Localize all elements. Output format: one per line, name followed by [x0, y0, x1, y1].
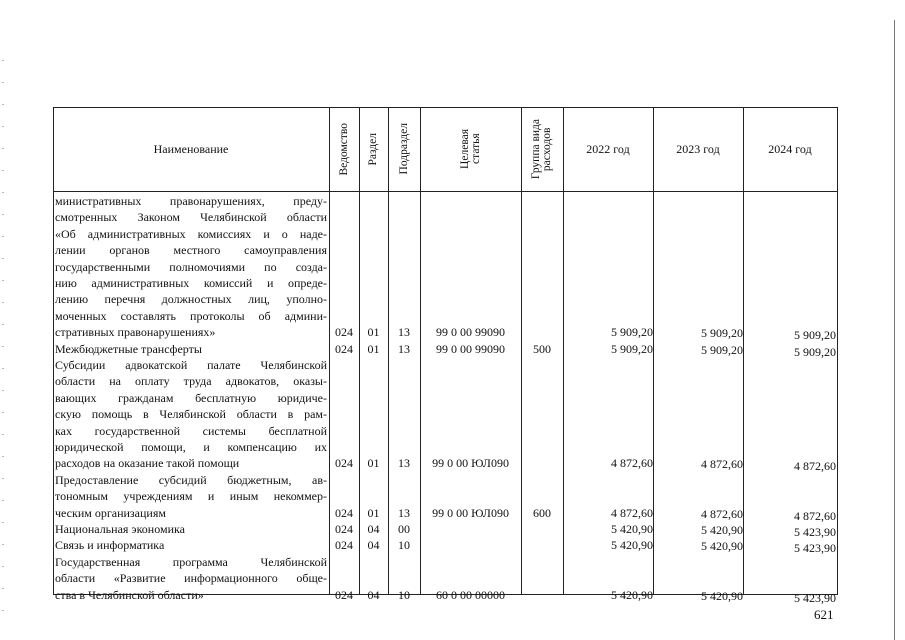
row-name	[55, 521, 327, 537]
row-name-line: области на оплату труда адвокатов, оказы-	[55, 374, 327, 389]
row-name-line: «Об административных комиссиях и о наде-	[55, 226, 327, 241]
scan-right-edge	[894, 20, 895, 640]
row-2023: 5 420,90	[701, 523, 743, 537]
row-celevaya: 60 0 00 00000	[436, 587, 505, 602]
header-razdel	[359, 107, 388, 191]
header-podrazdel	[388, 107, 420, 191]
col-border	[837, 107, 838, 595]
row-celevaya: 99 0 00 ЮЛ090	[432, 456, 509, 471]
row-razdel: 04	[367, 587, 380, 602]
row-name-line: Предоставление субсидий бюджетным, ав-	[55, 472, 327, 487]
row-podrazdel: 10	[398, 587, 410, 602]
row-name-line: лении органов местного самоуправления	[55, 243, 327, 258]
header-2024-label: 2024 год	[768, 142, 812, 156]
row-celevaya: 99 0 00 99090	[436, 325, 505, 340]
row-name-line: ческим организациям	[55, 505, 166, 520]
row-podrazdel: 10	[398, 538, 410, 553]
row-name-line: министративных правонарушениях, преду-	[55, 194, 327, 208]
scan-edge-marks	[2, 60, 4, 620]
header-2022	[563, 107, 653, 191]
header-name-label: Наименование	[153, 142, 229, 156]
row-name-line: государственными полномочиями по созда-	[55, 259, 327, 274]
header-name	[53, 107, 329, 191]
row-name-line: стративных правонарушениях»	[55, 325, 216, 340]
row-name-line: юридической помощи, и компенсацию их	[55, 439, 327, 454]
row-2022: 5 909,20	[611, 341, 653, 356]
header-2022-label: 2022 год	[586, 142, 630, 156]
row-vedomstvo: 024	[335, 587, 353, 602]
row-name-line: вающих гражданам бесплатную юридиче-	[55, 390, 327, 405]
row-name-line: тономным учреждениям и иным некоммер-	[55, 489, 327, 504]
row-2023: 5 909,20	[701, 342, 743, 357]
row-name	[55, 554, 327, 603]
row-name	[55, 341, 327, 357]
row-vedomstvo: 024	[335, 522, 353, 536]
row-2024: 4 872,60	[794, 508, 836, 523]
row-2023: 5 909,20	[701, 326, 743, 341]
row-2022: 5 909,20	[611, 325, 653, 340]
row-name	[55, 193, 327, 341]
row-name-line: ках государственной системы бесплатной	[55, 423, 327, 438]
row-2024: 5 909,20	[794, 328, 836, 343]
row-podrazdel: 13	[398, 456, 410, 471]
row-2022: 4 872,60	[611, 456, 653, 471]
row-vedomstvo: 024	[335, 456, 353, 471]
row-2024: 5 423,90	[794, 525, 836, 539]
row-name-line: Государственная программа Челябинской	[55, 554, 327, 569]
header-bottom-border	[53, 191, 838, 192]
row-podrazdel: 13	[398, 325, 410, 340]
row-podrazdel: 00	[398, 522, 410, 536]
row-vedomstvo: 024	[335, 325, 353, 340]
row-celevaya: 99 0 00 99090	[436, 341, 505, 356]
row-2023: 5 420,90	[701, 588, 743, 603]
row-name-line: скую помощь в Челябинской области в рам-	[55, 407, 327, 422]
row-2022: 5 420,90	[611, 522, 653, 536]
row-name-line: области «Развитие информационного обще-	[55, 571, 327, 586]
row-name-line: Связь и информатика	[55, 538, 165, 553]
row-razdel: 04	[367, 522, 380, 536]
row-2023: 5 420,90	[701, 539, 743, 554]
header-2023	[653, 107, 743, 191]
row-2023: 4 872,60	[701, 506, 743, 521]
row-name	[55, 537, 327, 553]
row-vedomstvo: 024	[335, 505, 353, 520]
page-number: 621	[814, 607, 834, 622]
header-2024	[743, 107, 837, 191]
row-name	[55, 357, 327, 472]
row-name	[55, 472, 327, 521]
row-name-line: Национальная экономика	[55, 522, 185, 536]
row-name-line: смотренных Законом Челябинской области	[55, 210, 327, 225]
row-name-line: лению перечня должностных лиц, уполно-	[55, 292, 327, 307]
row-podrazdel: 13	[398, 505, 410, 520]
row-vedomstvo: 024	[335, 538, 353, 553]
row-name-line: Межбюджетные трансферты	[55, 341, 202, 356]
row-razdel: 01	[367, 341, 380, 356]
header-celevaya	[420, 107, 521, 191]
row-2024: 5 909,20	[794, 344, 836, 359]
row-celevaya: 99 0 00 ЮЛ090	[432, 505, 509, 520]
row-name-line: ства в Челябинской области»	[55, 587, 204, 602]
header-razdel-label: Раздел	[367, 132, 379, 166]
row-razdel: 01	[367, 325, 380, 340]
row-vedomstvo: 024	[335, 341, 353, 356]
row-2022: 4 872,60	[611, 505, 653, 520]
row-2024: 4 872,60	[794, 459, 836, 474]
header-2023-label: 2023 год	[676, 142, 720, 156]
row-razdel: 01	[367, 456, 380, 471]
row-razdel: 01	[367, 505, 380, 520]
row-razdel: 04	[367, 538, 380, 553]
row-2022: 5 420,90	[611, 587, 653, 602]
budget-table	[53, 107, 838, 605]
row-gruppa: 500	[533, 341, 551, 356]
row-name-line: Субсидии адвокатской палате Челябинской	[55, 358, 327, 372]
header-gruppa	[521, 107, 563, 191]
row-name-line: расходов на оказание такой помощи	[55, 456, 240, 471]
row-gruppa: 600	[533, 505, 551, 520]
row-podrazdel: 13	[398, 341, 410, 356]
header-celevaya-label: Целевая статья	[458, 129, 482, 169]
row-2024: 5 423,90	[794, 590, 836, 605]
header-vedomstvo	[329, 107, 359, 191]
header-vedomstvo-label: Ведомство	[337, 122, 350, 176]
header-podrazdel-label: Подраздел	[397, 123, 410, 175]
header-gruppa-label: Группа вида расходов	[530, 118, 553, 180]
row-2024: 5 423,90	[794, 541, 836, 556]
row-name-line: нию административных комиссий и опреде-	[55, 275, 327, 290]
row-2022: 5 420,90	[611, 538, 653, 553]
row-name-line: моченных составлять протоколы об админи-	[55, 308, 327, 323]
row-2023: 4 872,60	[701, 457, 743, 472]
